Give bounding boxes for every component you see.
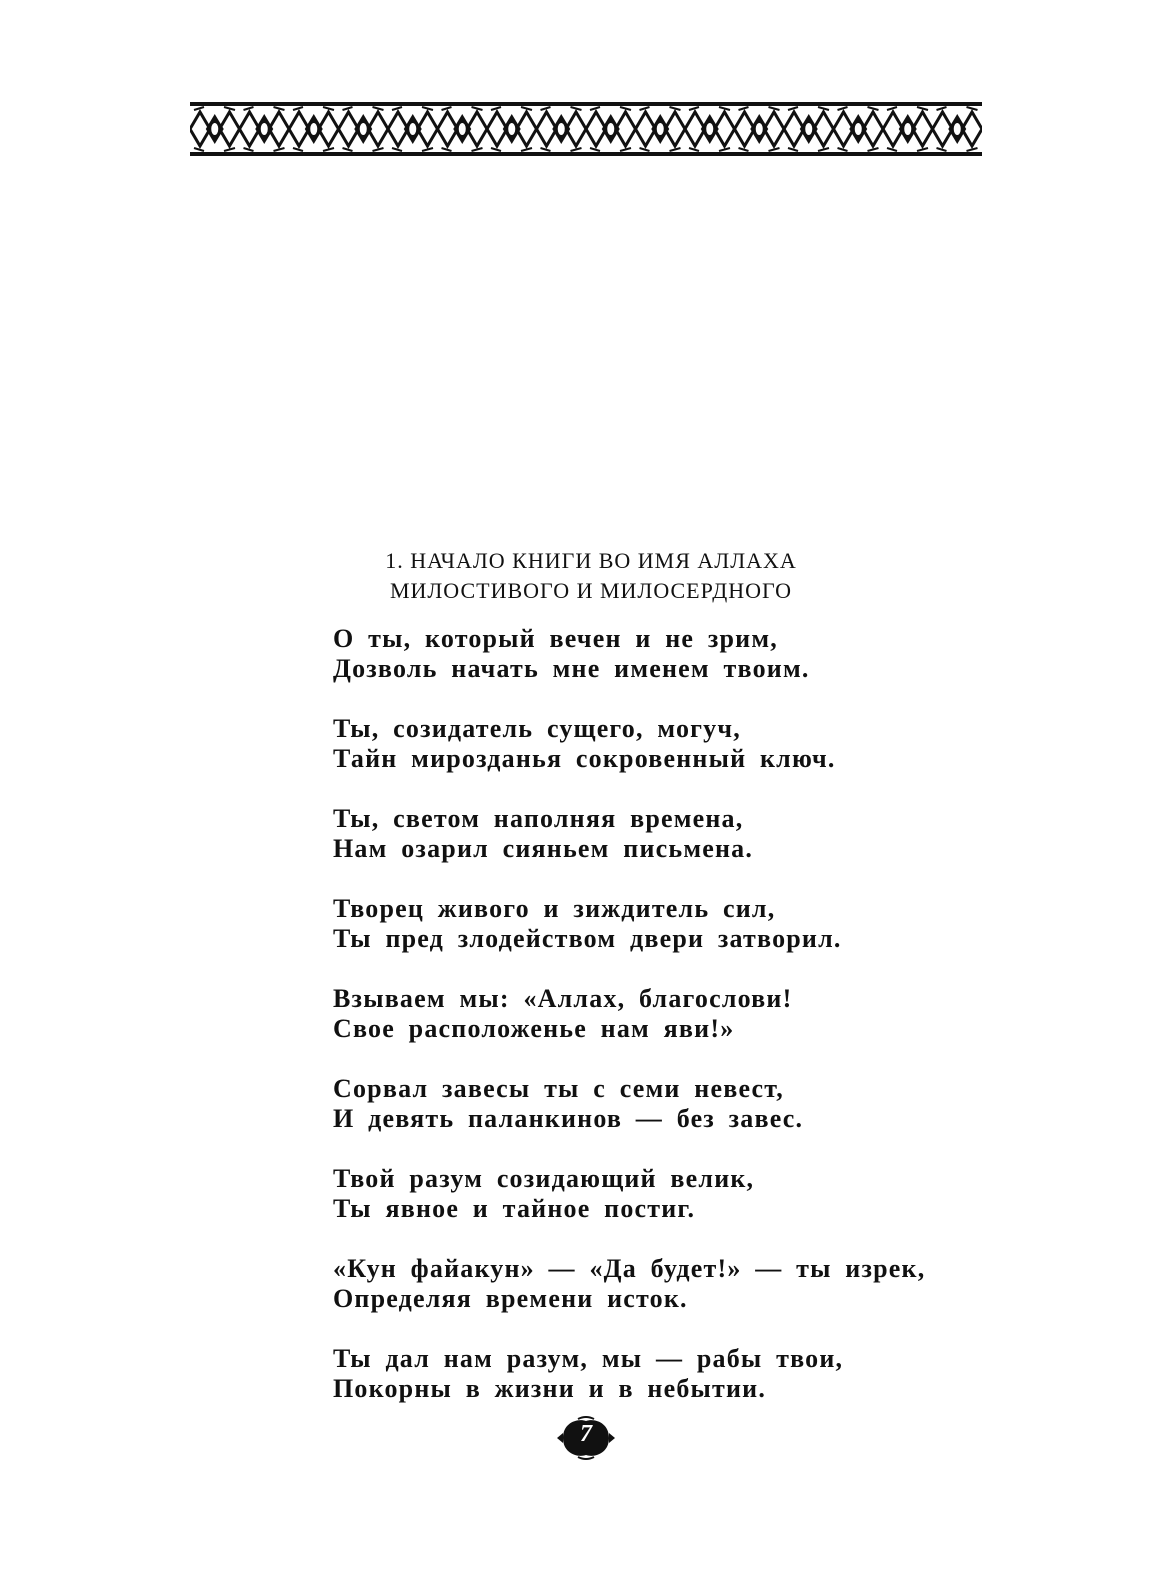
stanza bbox=[333, 804, 973, 864]
poem bbox=[333, 624, 973, 1434]
ornament-cell bbox=[388, 107, 438, 151]
poem-line: О ты, который вечен и не зрим, bbox=[333, 624, 778, 653]
poem-line: «Кун файакун» — «Да будет!» — ты изрек, bbox=[333, 1254, 926, 1283]
ornament-cell bbox=[487, 107, 537, 151]
ornament-cell bbox=[339, 107, 389, 151]
poem-line: Взываем мы: «Аллах, благослови! bbox=[333, 984, 793, 1013]
poem-line: Ты пред злодейством двери затворил. bbox=[333, 924, 842, 953]
poem-line: Творец живого и зиждитель сил, bbox=[333, 894, 776, 923]
stanza bbox=[333, 1344, 973, 1404]
poem-line: Дозволь начать мне именем твоим. bbox=[333, 654, 810, 683]
chapter-title bbox=[200, 546, 982, 606]
ornament-cell bbox=[438, 107, 488, 151]
decorative-border-icon bbox=[190, 102, 982, 156]
stanza bbox=[333, 714, 973, 774]
chapter-title-line-1: 1. НАЧАЛО КНИГИ ВО ИМЯ АЛЛАХА bbox=[385, 548, 797, 573]
poem-line: Ты дал нам разум, мы — рабы твои, bbox=[333, 1344, 844, 1373]
ornament-cell bbox=[240, 107, 290, 151]
poem-line: Покорны в жизни и в небытии. bbox=[333, 1374, 767, 1403]
ornament-cell bbox=[834, 107, 884, 151]
ornament-cell bbox=[685, 107, 735, 151]
poem-line: И девять паланкинов — без завес. bbox=[333, 1104, 804, 1133]
poem-line: Ты явное и тайное постиг. bbox=[333, 1194, 696, 1223]
poem-line: Твой разум созидающий велик, bbox=[333, 1164, 755, 1193]
poem-line: Ты, созидатель сущего, могуч, bbox=[333, 714, 741, 743]
ornament-cell bbox=[933, 107, 983, 151]
stanza bbox=[333, 1254, 973, 1314]
poem-line: Нам озарил сияньем письмена. bbox=[333, 834, 754, 863]
stanza bbox=[333, 1164, 973, 1224]
stanza bbox=[333, 894, 973, 954]
stanza bbox=[333, 1074, 973, 1134]
ornament-cell bbox=[586, 107, 636, 151]
ornament-cell bbox=[289, 107, 339, 151]
poem-line: Сорвал завесы ты с семи невест, bbox=[333, 1074, 784, 1103]
poem-line: Свое расположенье нам яви!» bbox=[333, 1014, 735, 1043]
page-number bbox=[553, 1415, 619, 1461]
poem-line: Тайн мирозданья сокровенный ключ. bbox=[333, 744, 836, 773]
poem-line: Ты, светом наполняя времена, bbox=[333, 804, 744, 833]
poem-line: Определяя времени исток. bbox=[333, 1284, 688, 1313]
ornament-cell bbox=[883, 107, 933, 151]
chapter-title-line-2: МИЛОСТИВОГО И МИЛОСЕРДНОГО bbox=[389, 578, 793, 603]
ornament-cell bbox=[190, 107, 240, 151]
stanza bbox=[333, 984, 973, 1044]
page-number-text: 7 bbox=[580, 1421, 592, 1447]
ornament-cell bbox=[784, 107, 834, 151]
ornament-cell bbox=[735, 107, 785, 151]
stanza bbox=[333, 624, 973, 684]
ornament-cell bbox=[636, 107, 686, 151]
ornament-cell bbox=[537, 107, 587, 151]
